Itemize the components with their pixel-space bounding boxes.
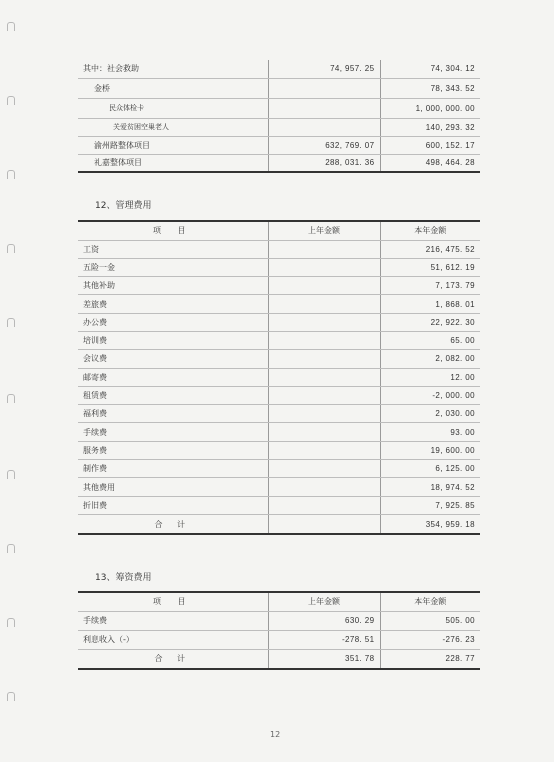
prev-amount bbox=[268, 78, 380, 98]
total-prev: 351. 78 bbox=[268, 649, 380, 669]
curr-amount: 65. 00 bbox=[380, 331, 480, 349]
row-label: 工资 bbox=[78, 240, 268, 258]
row-label: 福利费 bbox=[78, 405, 268, 423]
row-label: 其他补助 bbox=[78, 277, 268, 295]
table-row bbox=[78, 154, 480, 172]
financing-expense-table bbox=[78, 591, 480, 670]
total-label: 合 计 bbox=[78, 649, 268, 669]
prev-amount bbox=[268, 118, 380, 136]
row-label: 其中：社会救助 bbox=[78, 60, 268, 78]
curr-amount: 1, 000, 000. 00 bbox=[380, 98, 480, 118]
table-row bbox=[78, 78, 480, 98]
total-row bbox=[78, 649, 480, 669]
prev-amount bbox=[268, 313, 380, 331]
table-row bbox=[78, 60, 480, 78]
prev-amount bbox=[268, 331, 380, 349]
table-header-row bbox=[78, 592, 480, 611]
table-row bbox=[78, 386, 480, 404]
table-row bbox=[78, 611, 480, 630]
row-label: 利息收入（-） bbox=[78, 630, 268, 649]
binder-hole bbox=[7, 22, 15, 31]
curr-amount: 498, 464. 28 bbox=[380, 154, 480, 172]
row-label: 服务费 bbox=[78, 441, 268, 459]
prev-amount bbox=[268, 386, 380, 404]
table-header-row bbox=[78, 221, 480, 240]
prev-amount bbox=[268, 460, 380, 478]
binder-hole bbox=[7, 544, 15, 553]
prev-amount: 288, 031. 36 bbox=[268, 154, 380, 172]
table-row bbox=[78, 441, 480, 459]
prev-amount: 632, 769. 07 bbox=[268, 136, 380, 154]
prev-amount bbox=[268, 496, 380, 514]
curr-amount: 19, 600. 00 bbox=[380, 441, 480, 459]
row-label: 关爱贫困空巢老人 bbox=[78, 118, 268, 136]
curr-amount: 1, 868. 01 bbox=[380, 295, 480, 313]
total-label: 合 计 bbox=[78, 514, 268, 534]
prev-amount bbox=[268, 295, 380, 313]
table-row bbox=[78, 368, 480, 386]
curr-amount: 140, 293. 32 bbox=[380, 118, 480, 136]
prev-amount bbox=[268, 350, 380, 368]
curr-amount: 18, 974. 52 bbox=[380, 478, 480, 496]
curr-amount: 216, 475. 52 bbox=[380, 240, 480, 258]
row-label: 礼嘉整体项目 bbox=[78, 154, 268, 172]
binder-hole bbox=[7, 470, 15, 479]
curr-amount: -2, 000. 00 bbox=[380, 386, 480, 404]
binder-hole bbox=[7, 96, 15, 105]
row-label: 制作费 bbox=[78, 460, 268, 478]
row-label: 民众体检卡 bbox=[78, 98, 268, 118]
prev-amount: -278. 51 bbox=[268, 630, 380, 649]
table-row bbox=[78, 496, 480, 514]
table-row bbox=[78, 258, 480, 276]
row-label: 手续费 bbox=[78, 423, 268, 441]
page-number: 12 bbox=[270, 730, 281, 739]
section-title: 12、管理费用 bbox=[95, 201, 152, 211]
binder-hole bbox=[7, 394, 15, 403]
row-label: 租赁费 bbox=[78, 386, 268, 404]
table-row bbox=[78, 277, 480, 295]
header-item: 项 目 bbox=[78, 592, 268, 611]
table-row bbox=[78, 313, 480, 331]
binder-hole bbox=[7, 618, 15, 627]
curr-amount: -276. 23 bbox=[380, 630, 480, 649]
table-row bbox=[78, 423, 480, 441]
header-prev: 上年金额 bbox=[268, 221, 380, 240]
curr-amount: 505. 00 bbox=[380, 611, 480, 630]
prev-amount bbox=[268, 258, 380, 276]
binder-hole bbox=[7, 692, 15, 701]
curr-amount: 93. 00 bbox=[380, 423, 480, 441]
management-expense-table bbox=[78, 220, 480, 535]
curr-amount: 2, 030. 00 bbox=[380, 405, 480, 423]
prev-amount bbox=[268, 368, 380, 386]
prev-amount bbox=[268, 98, 380, 118]
prev-amount bbox=[268, 478, 380, 496]
prev-amount: 630. 29 bbox=[268, 611, 380, 630]
social-assistance-table bbox=[78, 60, 480, 173]
curr-amount: 78, 343. 52 bbox=[380, 78, 480, 98]
prev-amount: 74, 957. 25 bbox=[268, 60, 380, 78]
curr-amount: 2, 082. 00 bbox=[380, 350, 480, 368]
row-label: 手续费 bbox=[78, 611, 268, 630]
total-prev bbox=[268, 514, 380, 534]
total-curr: 354, 959. 18 bbox=[380, 514, 480, 534]
curr-amount: 600, 152. 17 bbox=[380, 136, 480, 154]
row-label: 邮寄费 bbox=[78, 368, 268, 386]
table-row bbox=[78, 295, 480, 313]
table-row bbox=[78, 405, 480, 423]
header-curr: 本年金额 bbox=[380, 592, 480, 611]
table-row bbox=[78, 118, 480, 136]
prev-amount bbox=[268, 277, 380, 295]
table-row bbox=[78, 478, 480, 496]
curr-amount: 74, 304. 12 bbox=[380, 60, 480, 78]
table-row bbox=[78, 136, 480, 154]
row-label: 培训费 bbox=[78, 331, 268, 349]
curr-amount: 22, 922. 30 bbox=[380, 313, 480, 331]
header-prev: 上年金额 bbox=[268, 592, 380, 611]
curr-amount: 7, 173. 79 bbox=[380, 277, 480, 295]
total-row bbox=[78, 514, 480, 534]
curr-amount: 51, 612. 19 bbox=[380, 258, 480, 276]
curr-amount: 6, 125. 00 bbox=[380, 460, 480, 478]
prev-amount bbox=[268, 423, 380, 441]
row-label: 办公费 bbox=[78, 313, 268, 331]
table-row bbox=[78, 460, 480, 478]
table-row bbox=[78, 350, 480, 368]
row-label: 折旧费 bbox=[78, 496, 268, 514]
header-curr: 本年金额 bbox=[380, 221, 480, 240]
row-label: 差旅费 bbox=[78, 295, 268, 313]
row-label: 金桥 bbox=[78, 78, 268, 98]
row-label: 渝州路整体项目 bbox=[78, 136, 268, 154]
prev-amount bbox=[268, 240, 380, 258]
curr-amount: 7, 925. 85 bbox=[380, 496, 480, 514]
curr-amount: 12. 00 bbox=[380, 368, 480, 386]
prev-amount bbox=[268, 441, 380, 459]
table-row bbox=[78, 240, 480, 258]
binder-hole bbox=[7, 244, 15, 253]
total-curr: 228. 77 bbox=[380, 649, 480, 669]
binder-hole bbox=[7, 318, 15, 327]
header-item: 项 目 bbox=[78, 221, 268, 240]
prev-amount bbox=[268, 405, 380, 423]
table-row bbox=[78, 630, 480, 649]
binder-hole bbox=[7, 170, 15, 179]
table-row bbox=[78, 98, 480, 118]
row-label: 会议费 bbox=[78, 350, 268, 368]
row-label: 其他费用 bbox=[78, 478, 268, 496]
table-row bbox=[78, 331, 480, 349]
section-title: 13、筹资费用 bbox=[95, 573, 152, 583]
row-label: 五险一金 bbox=[78, 258, 268, 276]
